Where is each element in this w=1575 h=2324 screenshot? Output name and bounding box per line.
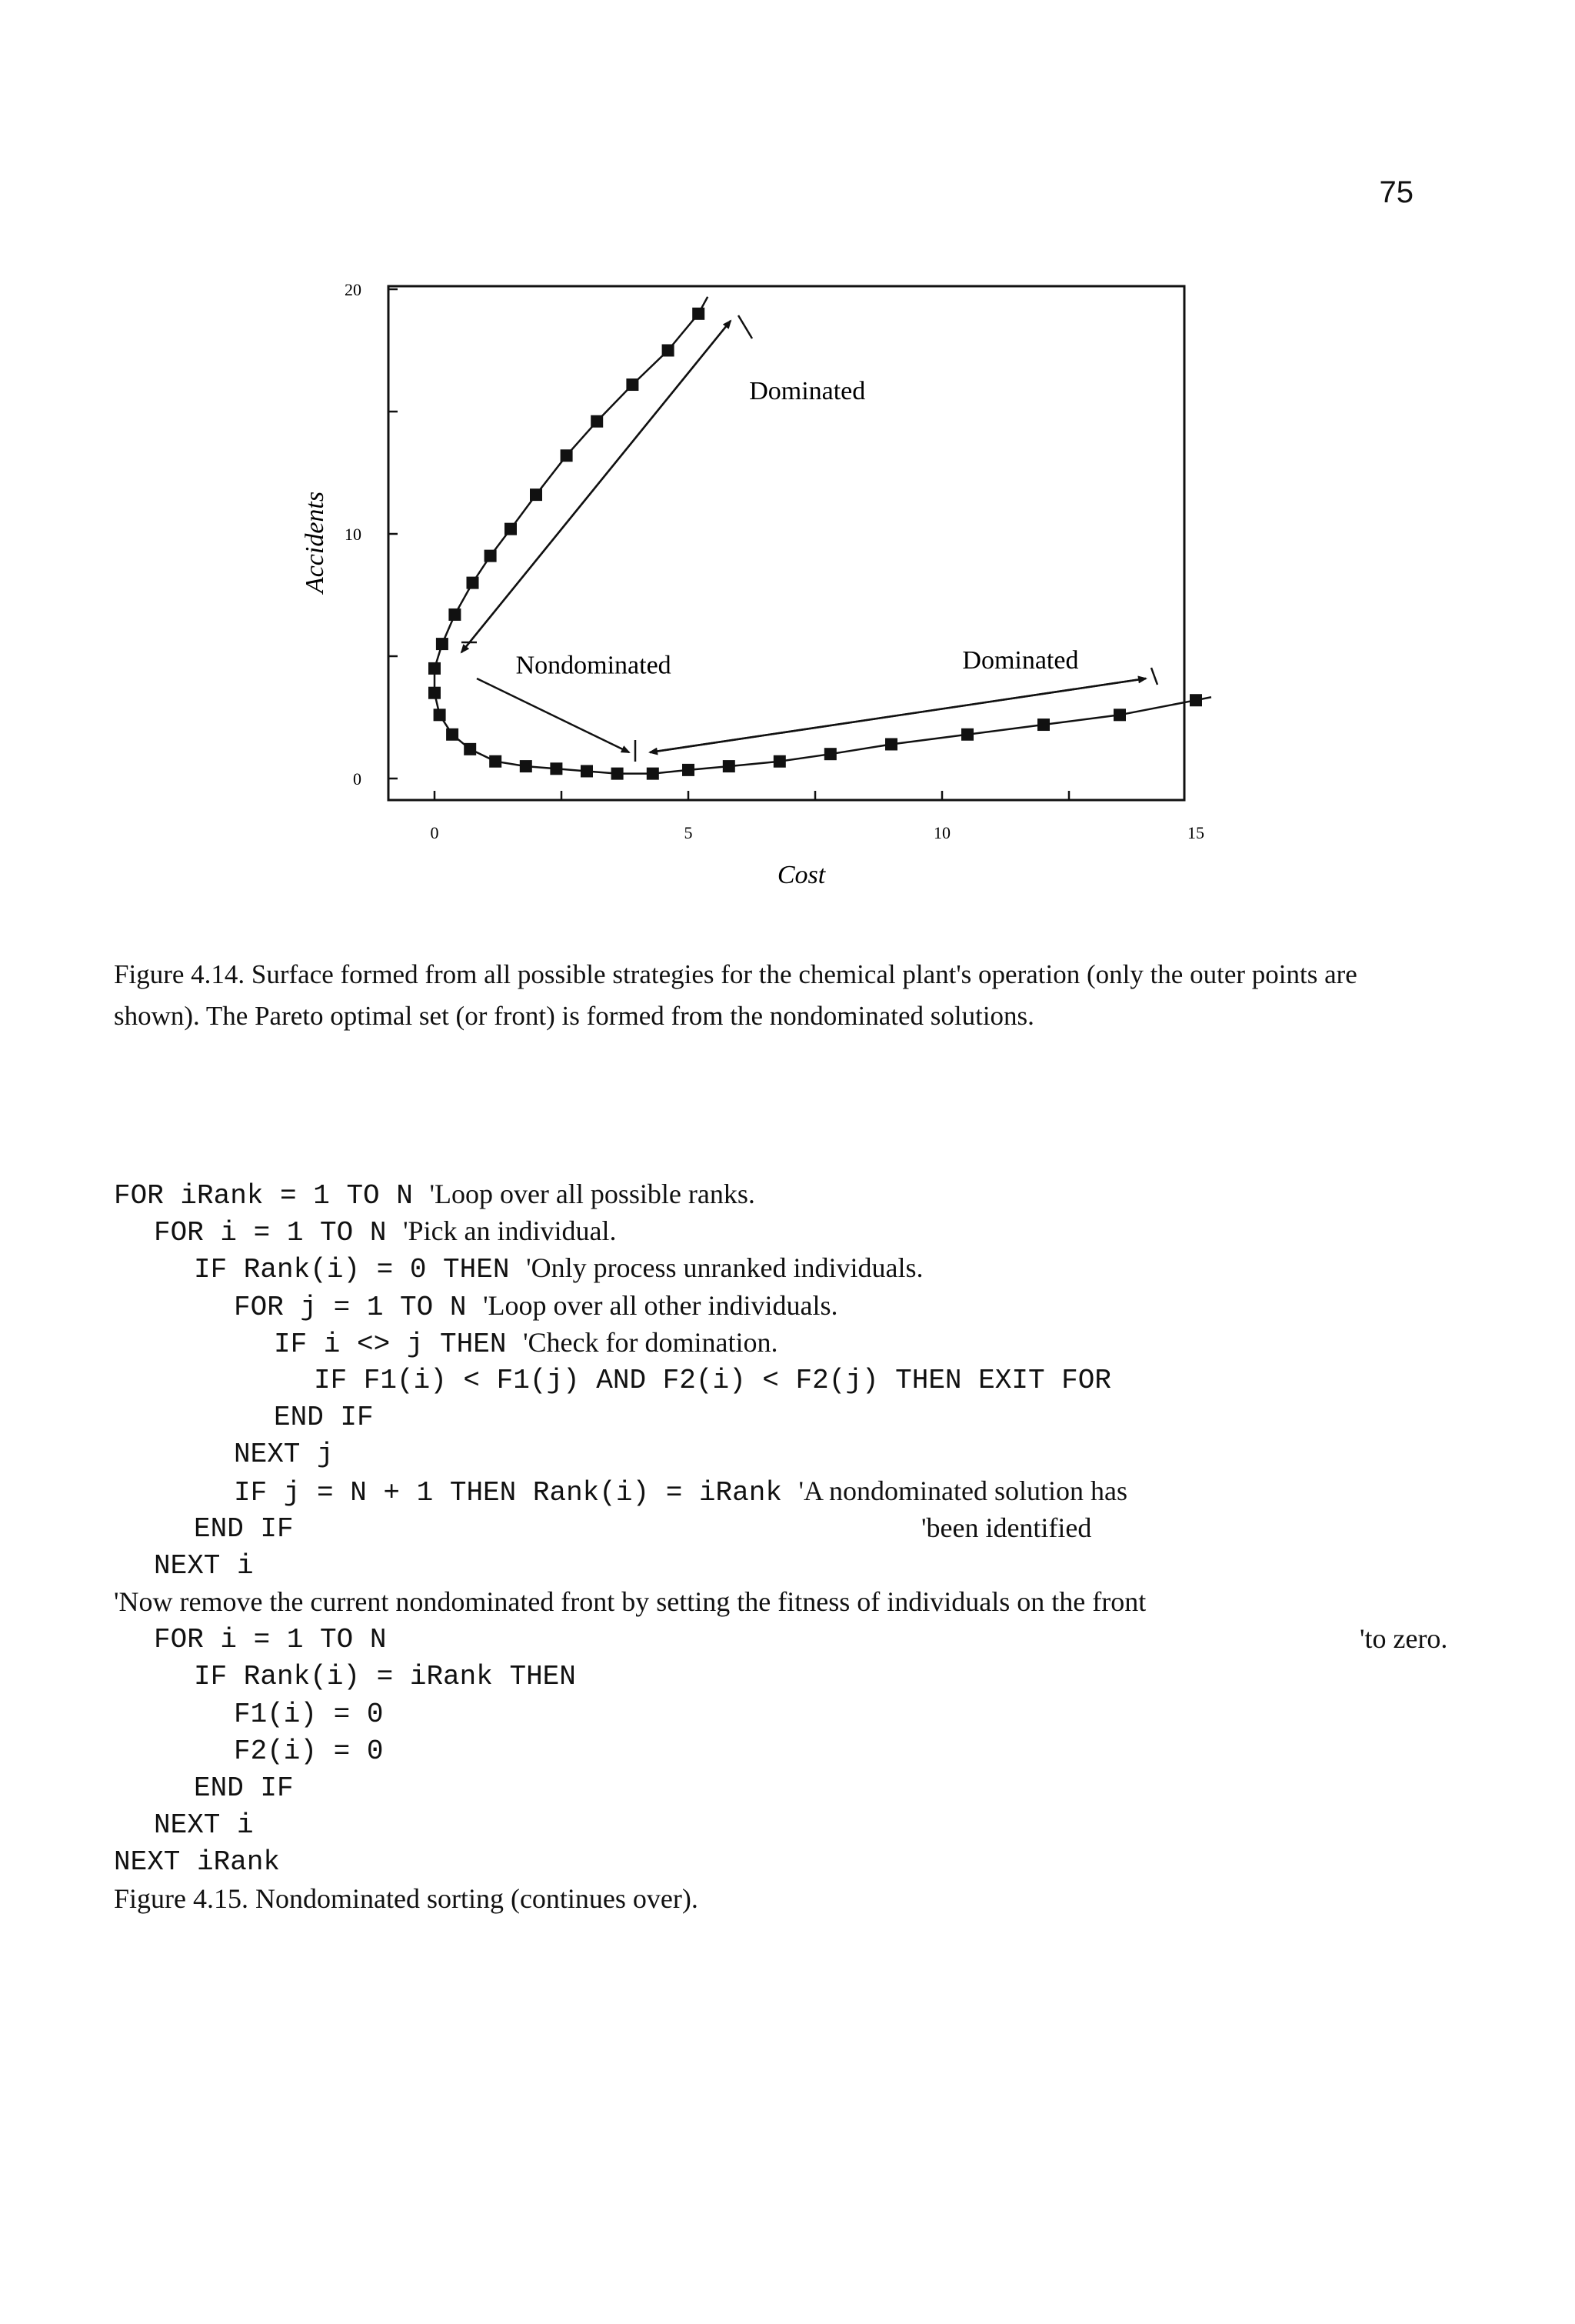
figure-4-15-caption: Figure 4.15. Nondominated sorting (continues over). [114,1882,698,1914]
code-comment-continued: 'to zero. [1360,1623,1448,1655]
code-line [114,1249,1467,1286]
code-text: F2(i) = 0 [234,1735,384,1767]
chart-annotation: Dominated [749,377,866,406]
code-text: IF F1(i) < F1(j) AND F2(i) < F2(j) THEN EXIT FOR [314,1364,1111,1396]
code-line [114,1583,1467,1620]
code-text: IF i <> j THEN [274,1328,524,1360]
code-line [114,1732,1467,1769]
data-point [774,755,786,768]
pareto-chart [0,0,1575,908]
code-line [114,1472,1467,1509]
code-comment: 'Now remove the current nondominated front by setting the fitness of individuals on the front [114,1586,1147,1618]
code-line [114,1620,1467,1657]
code-line [114,1509,1467,1546]
data-point [1190,694,1202,706]
data-point [824,748,837,760]
code-comment: 'Pick an individual. [403,1215,617,1247]
data-point [550,762,562,775]
data-point [961,729,974,741]
dominated-end-bar-upper [738,315,752,338]
arrow-to-lower-front-end [650,679,1146,752]
code-comment-continued: 'been identified [921,1512,1092,1543]
data-point [682,764,694,776]
pareto-surface-curve [435,297,1211,774]
code-text: FOR iRank = 1 TO N [114,1180,430,1212]
code-text: FOR j = 1 TO N [234,1291,484,1323]
code-text: IF j = N + 1 THEN Rank(i) = iRank [234,1476,799,1509]
code-text: F1(i) = 0 [234,1698,384,1730]
data-point [489,755,501,768]
arrow-to-upper-front-end [461,321,731,652]
code-line [114,1842,1467,1879]
data-point [647,768,659,780]
code-comment: 'Only process unranked individuals. [526,1252,924,1284]
code-line [114,1695,1467,1732]
code-line [114,1175,1467,1212]
y-tick-label: 0 [353,769,361,789]
code-text: IF Rank(i) = 0 THEN [194,1254,527,1286]
data-point [885,738,897,750]
code-text: FOR i = 1 TO N [154,1217,404,1249]
y-axis-label: Accidents [301,491,329,594]
code-line [114,1398,1467,1435]
data-point [428,662,441,675]
code-text: NEXT i [154,1809,254,1842]
code-text: NEXT iRank [114,1846,281,1879]
data-point [662,345,674,357]
chart-annotation: Dominated [962,645,1079,675]
data-point [561,449,573,462]
figure-4-14-caption: Figure 4.14. Surface formed from all possible strategies for the chemical plant's operation (only the outer points are shown). The Pareto optimal set (or front) is formed from the nondominated solutions. [114,959,1357,1031]
data-point [504,523,517,535]
data-point [530,488,542,501]
code-comment: 'Loop over all other individuals. [483,1289,838,1321]
y-tick-label: 10 [345,525,361,544]
data-point [448,609,461,621]
code-line [114,1212,1467,1249]
code-line [114,1546,1467,1583]
data-point [1037,719,1050,731]
arrow-to-front-bottom [477,679,629,752]
x-axis-label: Cost [777,861,826,889]
x-tick-label: 10 [934,823,951,842]
code-line [114,1324,1467,1361]
data-point [591,415,603,428]
nondominated-sorting-code [114,1175,1467,1917]
code-line [114,1287,1467,1324]
data-point [1114,709,1126,721]
code-comment: 'Check for domination. [523,1326,778,1358]
data-point [464,743,476,755]
x-tick-label: 5 [684,823,693,842]
code-line [114,1657,1467,1694]
chart-annotation: Nondominated [515,651,671,680]
x-tick-label: 0 [430,823,439,842]
data-point [692,308,704,320]
data-point [467,577,479,589]
data-point [428,687,441,699]
y-tick-label: 20 [345,280,361,299]
code-comment: 'A nondominated solution has [798,1475,1127,1506]
data-point [723,760,735,772]
code-text: IF Rank(i) = iRank THEN [194,1661,576,1693]
code-text: NEXT i [154,1549,254,1582]
code-comment: 'Loop over all possible ranks. [429,1179,755,1209]
data-point [581,765,593,777]
code-text: END IF [194,1512,294,1545]
code-text: NEXT j [234,1439,334,1471]
code-text: FOR i = 1 TO N [154,1624,387,1656]
data-point [520,760,532,772]
plot-frame [388,286,1184,800]
data-point [434,709,446,721]
page-number: 75 [1379,175,1414,209]
data-point [611,768,624,780]
x-tick-label: 15 [1187,823,1204,842]
code-text: END IF [274,1402,374,1434]
data-point [626,378,638,391]
code-line [114,1769,1467,1806]
code-text: END IF [194,1772,294,1804]
data-point [446,729,458,741]
code-line [114,1806,1467,1842]
data-point [436,638,448,650]
code-line [114,1361,1467,1398]
data-point [484,550,497,562]
code-line [114,1435,1467,1472]
dominated-end-bar-lower [1151,668,1157,685]
